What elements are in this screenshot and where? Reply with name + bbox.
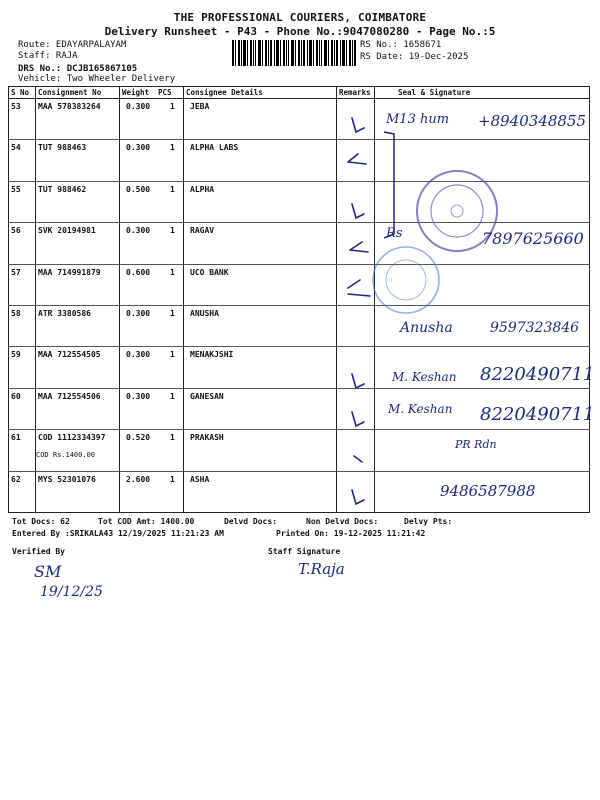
row-sno: 59 — [11, 350, 21, 359]
drs-no: DRS No.: DCJB165867105 — [18, 64, 138, 74]
route: Route: EDAYARPALAYAM — [18, 40, 127, 50]
remarks-marks — [340, 110, 376, 514]
delivery-points: Delvy Pts: — [404, 517, 453, 526]
col-header-remarks: Remarks — [339, 88, 371, 97]
row-pcs: 1 — [170, 392, 175, 401]
row-weight: 0.300 — [126, 102, 151, 111]
row-divider — [8, 346, 590, 347]
row-weight: 0.300 — [126, 143, 151, 152]
row-weight: 0.300 — [126, 392, 151, 401]
row-pcs: 1 — [170, 143, 175, 152]
printed-on: Printed On: 19-12-2025 11:21:42 — [276, 529, 426, 538]
row-sno: 57 — [11, 268, 21, 277]
col-divider — [35, 86, 36, 512]
phone-row-56: 7897625660 — [482, 229, 584, 248]
table-header-divider — [8, 98, 590, 99]
runsheet-subtitle: Delivery Runsheet - P43 - Phone No.:9047080280 - Page No.:5 — [104, 25, 496, 38]
vehicle: Vehicle: Two Wheeler Delivery — [18, 74, 176, 84]
row-sno: 55 — [11, 185, 21, 194]
row-pcs: 1 — [170, 350, 175, 359]
row-consignment-no: TUT 988463 — [38, 143, 87, 152]
row-weight: 0.520 — [126, 433, 151, 442]
col-header-seal-signature: Seal & Signature — [398, 88, 471, 97]
row-weight: 0.300 — [126, 350, 151, 359]
signature-row-59: M. Keshan — [392, 370, 457, 384]
staff: Staff: RAJA — [18, 51, 78, 61]
row-divider — [8, 388, 590, 389]
phone-row-62: 9486587988 — [440, 482, 536, 500]
phone-row-53: +8940348855 — [478, 112, 587, 130]
row-pcs: 1 — [170, 226, 175, 235]
row-pcs: 1 — [170, 475, 175, 484]
row-pcs: 1 — [170, 268, 175, 277]
row-consignee: ALPHA LABS — [190, 143, 239, 152]
row-sno: 53 — [11, 102, 21, 111]
row-sno: 60 — [11, 392, 21, 401]
phone-row-58: 9597323846 — [490, 320, 580, 336]
row-divider — [8, 429, 590, 430]
row-consignment-no: MAA 712554505 — [38, 350, 101, 359]
row-consignee: JEBA — [190, 102, 210, 111]
row-weight: 2.600 — [126, 475, 151, 484]
row-consignment-no: COD 1112334397 — [38, 433, 106, 442]
col-divider — [336, 86, 337, 512]
entered-by: Entered By :SRIKALA43 12/19/2025 11:21:23 AM — [12, 529, 224, 538]
row-weight: 0.500 — [126, 185, 151, 194]
row-sno: 58 — [11, 309, 21, 318]
row-pcs: 1 — [170, 185, 175, 194]
bracket-mark — [380, 130, 410, 244]
phone-row-59: 8220490711 — [480, 364, 595, 385]
row-consignment-no: MAA 578383264 — [38, 102, 101, 111]
row-consignee: PRAKASH — [190, 433, 224, 442]
row-sno: 56 — [11, 226, 21, 235]
col-divider — [8, 86, 9, 512]
row-sno: 61 — [11, 433, 21, 442]
verified-by-label: Verified By — [12, 547, 65, 556]
row-cod-note: COD Rs.1400.00 — [36, 451, 96, 459]
row-divider — [8, 181, 590, 182]
verifier-date: 19/12/25 — [40, 584, 103, 600]
col-divider — [183, 86, 184, 512]
row-consignment-no: MYS 52301076 — [38, 475, 96, 484]
table-top-border — [8, 86, 590, 87]
row-consignment-no: ATR 3380586 — [38, 309, 91, 318]
row-consignment-no: MAA 712554506 — [38, 392, 101, 401]
col-header-consignee: Consignee Details — [186, 88, 263, 97]
staff-signature: T.Raja — [298, 560, 345, 578]
col-header-weight: Weight — [122, 88, 150, 97]
signature-row-58: Anusha — [400, 320, 453, 336]
row-weight: 0.600 — [126, 268, 151, 277]
bank-seal-stamp — [370, 244, 442, 320]
row-divider — [8, 139, 590, 140]
row-divider — [8, 305, 590, 306]
phone-row-60: 8220490711 — [480, 404, 595, 425]
total-docs: Tot Docs: 62 — [12, 517, 70, 526]
table-bottom-border — [8, 512, 590, 513]
col-divider — [119, 86, 120, 512]
row-consignee: UCO BANK — [190, 268, 229, 277]
row-consignee: ASHA — [190, 475, 210, 484]
barcode — [232, 40, 356, 66]
non-delivered-docs: Non Delvd Docs: — [306, 517, 379, 526]
row-consignment-no: SVK 20194981 — [38, 226, 96, 235]
staff-signature-label: Staff Signature — [268, 547, 341, 556]
company-title: THE PROFESSIONAL COURIERS, COIMBATORE — [173, 11, 427, 24]
row-sno: 54 — [11, 143, 21, 152]
row-pcs: 1 — [170, 309, 175, 318]
row-consignee: ALPHA — [190, 185, 215, 194]
signature-row-61: PR Rdn — [455, 438, 497, 451]
row-sno: 62 — [11, 475, 21, 484]
col-header-consignment: Consignment No — [38, 88, 102, 97]
row-divider — [8, 264, 590, 265]
rs-no: RS No.: 1658671 — [360, 40, 442, 50]
col-header-pcs: PCS — [158, 88, 172, 97]
row-weight: 0.300 — [126, 226, 151, 235]
total-cod-amount: Tot COD Amt: 1400.00 — [98, 517, 195, 526]
col-header-sno: S No — [11, 88, 30, 97]
row-consignee: ANUSHA — [190, 309, 219, 318]
col-divider — [589, 86, 590, 512]
row-consignee: RAGAV — [190, 226, 215, 235]
row-consignee: MENAKJSHI — [190, 350, 234, 359]
row-consignee: GANESAN — [190, 392, 224, 401]
row-consignment-no: MAA 714991879 — [38, 268, 101, 277]
row-consignment-no: TUT 988462 — [38, 185, 87, 194]
row-weight: 0.300 — [126, 309, 151, 318]
signature-row-60: M. Keshan — [388, 402, 453, 416]
row-pcs: 1 — [170, 102, 175, 111]
delivered-docs: Delvd Docs: — [224, 517, 277, 526]
signature-row-56: Rs — [386, 226, 403, 241]
row-divider — [8, 471, 590, 472]
signature-row-53: M13 hum — [386, 112, 450, 127]
verifier-signature: SM — [34, 562, 62, 581]
row-divider — [8, 222, 590, 223]
rs-date: RS Date: 19-Dec-2025 — [360, 52, 469, 62]
row-pcs: 1 — [170, 433, 175, 442]
